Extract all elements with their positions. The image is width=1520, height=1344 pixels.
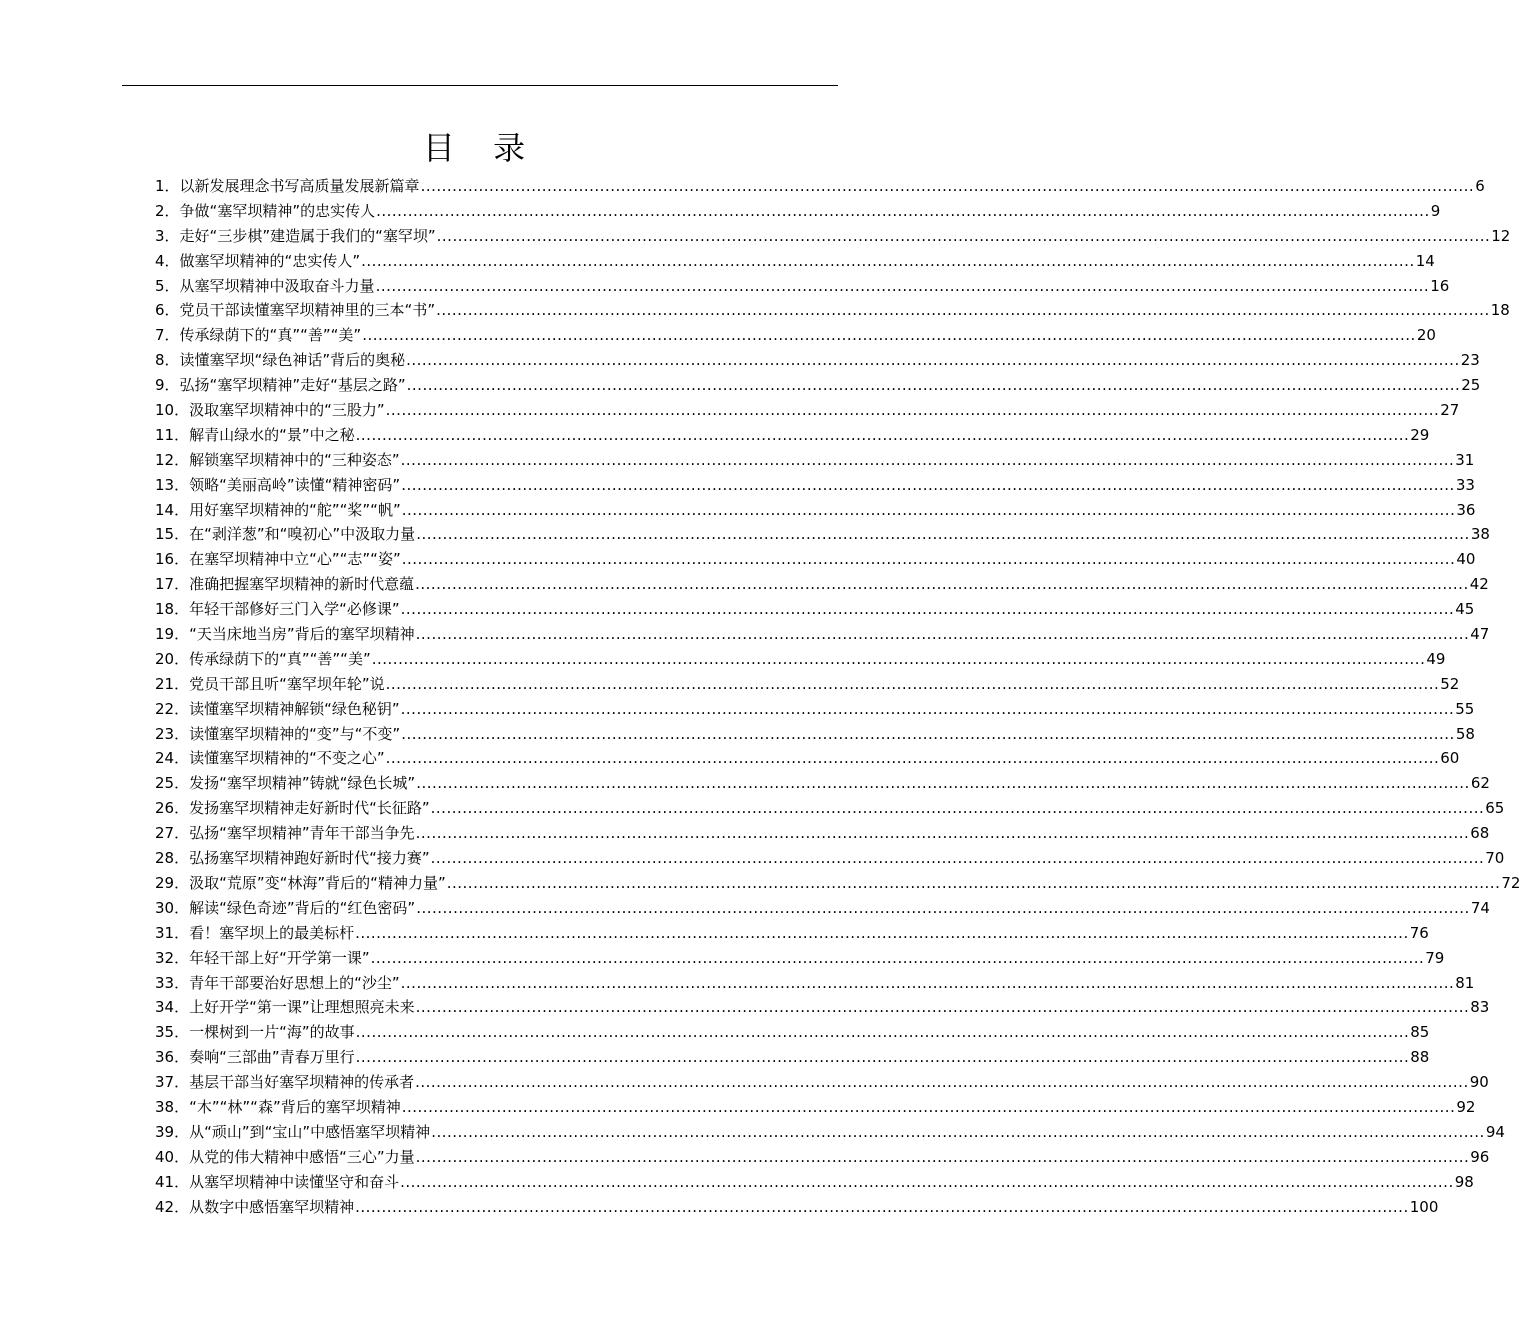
toc-entry[interactable] <box>155 1095 1476 1120</box>
toc-entry-title: 年轻干部上好“开学第一课” <box>189 948 370 967</box>
toc-dot-leader: ........................................................................................................................................................................................................ <box>400 973 1455 992</box>
toc-entry[interactable] <box>155 174 1485 199</box>
toc-entry[interactable] <box>155 323 1436 348</box>
toc-entry-title: 从“顽山”到“宝山”中感悟塞罕坝精神 <box>189 1122 431 1141</box>
toc-entry-title: 一棵树到一片“海”的故事 <box>189 1023 355 1042</box>
toc-entry-title: “天当床地当房”背后的塞罕坝精神 <box>189 625 415 644</box>
toc-entry-title: 传承绿荫下的“真”“善”“美” <box>179 326 362 345</box>
toc-entry-page-number: 55 <box>1455 699 1475 718</box>
toc-entry-title: 读懂塞罕坝精神的“不变之心” <box>189 749 385 768</box>
toc-entry[interactable] <box>155 622 1490 647</box>
toc-entry[interactable] <box>155 274 1450 299</box>
toc-dot-leader: ........................................................................................................................................................................................................ <box>401 500 1456 519</box>
toc-entry-title: 党员干部且听“塞罕坝年轮”说 <box>189 674 385 693</box>
toc-entry-title: 从塞罕坝精神中读懂坚守和奋斗 <box>189 1172 400 1191</box>
toc-entry[interactable] <box>155 547 1476 572</box>
toc-entry-page-number: 20 <box>1416 326 1436 345</box>
toc-entry-page-number: 9 <box>1430 201 1441 220</box>
toc-dot-leader: ........................................................................................................................................................................................................ <box>371 649 1426 668</box>
toc-entry-number: 1． <box>155 177 180 195</box>
toc-dot-leader: ........................................................................................................................................................................................................ <box>361 251 1415 270</box>
toc-dot-leader: ........................................................................................................................................................................................................ <box>355 923 1409 942</box>
toc-dot-leader: ........................................................................................................................................................................................................ <box>375 276 1430 295</box>
toc-entry-page-number: 72 <box>1501 873 1520 892</box>
toc-entry-number: 28． <box>155 849 190 868</box>
toc-entry[interactable] <box>155 971 1475 996</box>
toc-dot-leader: ........................................................................................................................................................................................................ <box>406 376 1461 395</box>
toc-entry-title: 弘扬“塞罕坝精神”青年干部当争先 <box>189 824 415 843</box>
toc-entry-title: 读懂塞罕坝精神的“变”与“不变” <box>189 724 401 743</box>
toc-dot-leader: ........................................................................................................................................................................................................ <box>355 1048 1410 1067</box>
toc-entry-page-number: 31 <box>1455 450 1475 469</box>
toc-entry-number: 24． <box>155 749 190 768</box>
toc-entry-number: 6． <box>155 301 180 320</box>
toc-entry[interactable] <box>155 298 1510 323</box>
toc-entry-title: 发扬“塞罕坝精神”铸就“绿色长城” <box>189 774 416 793</box>
toc-entry[interactable] <box>155 672 1460 697</box>
toc-dot-leader: ........................................................................................................................................................................................................ <box>370 948 1425 967</box>
toc-entry-number: 16． <box>155 550 190 569</box>
toc-entry-number: 34． <box>155 998 190 1017</box>
toc-entry-title: 年轻干部修好三门入学“必修课” <box>189 600 400 619</box>
toc-entry-title: 党员干部读懂塞罕坝精神里的三本“书” <box>179 301 436 320</box>
toc-entry-number: 14． <box>155 500 190 519</box>
toc-entry-number: 29． <box>155 873 190 892</box>
toc-dot-leader: ........................................................................................................................................................................................................ <box>415 575 1469 594</box>
toc-dot-leader: ........................................................................................................................................................................................................ <box>415 824 1470 843</box>
toc-entry-title: 用好塞罕坝精神的“舵”“桨”“帆” <box>189 500 401 519</box>
toc-dot-leader: ........................................................................................................................................................................................................ <box>400 450 1455 469</box>
toc-entry-page-number: 47 <box>1470 625 1490 644</box>
toc-entry[interactable] <box>155 249 1435 274</box>
toc-entry-title: 基层干部当好塞罕坝精神的传承者 <box>189 1073 415 1092</box>
toc-entry-title: 从数字中感悟塞罕坝精神 <box>189 1197 355 1216</box>
toc-entry-page-number: 92 <box>1456 1097 1476 1116</box>
toc-entry[interactable] <box>155 473 1475 498</box>
toc-entry-number: 5． <box>155 276 180 295</box>
toc-entry-number: 31． <box>155 923 190 942</box>
toc-entry-number: 4． <box>155 251 180 270</box>
toc-dot-leader: ........................................................................................................................................................................................................ <box>430 849 1485 868</box>
toc-entry[interactable] <box>155 796 1505 821</box>
toc-entry-page-number: 79 <box>1425 948 1445 967</box>
toc-entry-page-number: 29 <box>1410 425 1430 444</box>
toc-entry[interactable] <box>155 1045 1430 1070</box>
toc-dot-leader: ........................................................................................................................................................................................................ <box>436 301 1490 320</box>
toc-entry-number: 20． <box>155 649 190 668</box>
toc-entry-page-number: 65 <box>1485 799 1505 818</box>
toc-entry-page-number: 58 <box>1455 724 1475 743</box>
toc-entry-page-number: 96 <box>1470 1147 1490 1166</box>
toc-entry-title: 传承绿荫下的“真”“善”“美” <box>189 649 371 668</box>
toc-entry-title: 做塞罕坝精神的“忠实传人” <box>179 251 361 270</box>
toc-entry-number: 19． <box>155 625 190 644</box>
toc-entry-number: 13． <box>155 475 190 494</box>
toc-entry-number: 23． <box>155 724 190 743</box>
toc-dot-leader: ........................................................................................................................................................................................................ <box>355 1023 1410 1042</box>
toc-entry[interactable] <box>155 697 1475 722</box>
header-rule <box>122 85 838 86</box>
toc-entry-title: 领略“美丽高岭”读懂“精神密码” <box>189 475 401 494</box>
toc-entry-page-number: 83 <box>1470 998 1490 1017</box>
toc-entry-page-number: 62 <box>1470 774 1490 793</box>
toc-dot-leader: ........................................................................................................................................................................................................ <box>401 1097 1456 1116</box>
toc-entry-title: 走好“三步棋”建造属于我们的“塞罕坝” <box>179 226 436 245</box>
toc-entry-page-number: 16 <box>1430 276 1450 295</box>
toc-entry-title: 准确把握塞罕坝精神的新时代意蕴 <box>189 575 415 594</box>
toc-entry-title: 在“剥洋葱”和“嗅初心”中汲取力量 <box>189 525 416 544</box>
toc-entry[interactable] <box>155 647 1446 672</box>
toc-entry-number: 22． <box>155 699 190 718</box>
toc-entry-number: 18． <box>155 600 190 619</box>
toc-dot-leader: ........................................................................................................................................................................................................ <box>401 724 1455 743</box>
toc-dot-leader: ........................................................................................................................................................................................................ <box>385 749 1440 768</box>
page-title: 目 录 <box>422 129 540 167</box>
toc-dot-leader: ........................................................................................................................................................................................................ <box>401 550 1456 569</box>
toc-entry[interactable] <box>155 1145 1490 1170</box>
toc-dot-leader: ........................................................................................................................................................................................................ <box>415 998 1470 1017</box>
toc-entry-page-number: 18 <box>1490 301 1510 320</box>
toc-entry-title: 在塞罕坝精神中立“心”“志”“姿” <box>189 550 401 569</box>
toc-entry-page-number: 52 <box>1440 674 1460 693</box>
toc-dot-leader: ........................................................................................................................................................................................................ <box>362 326 1416 345</box>
toc-entry-page-number: 45 <box>1455 600 1475 619</box>
toc-entry-number: 11． <box>155 425 190 444</box>
toc-entry-page-number: 60 <box>1440 749 1460 768</box>
toc-entry-title: 弘扬“塞罕坝精神”走好“基层之路” <box>179 376 406 395</box>
toc-entry[interactable] <box>155 995 1490 1020</box>
toc-entry-number: 12． <box>155 450 190 469</box>
toc-dot-leader: ........................................................................................................................................................................................................ <box>400 699 1455 718</box>
toc-entry-title: 解青山绿水的“景”中之秘 <box>189 425 355 444</box>
toc-entry-number: 33． <box>155 973 190 992</box>
toc-dot-leader: ........................................................................................................................................................................................................ <box>446 873 1501 892</box>
toc-entry-title: 以新发展理念书写高质量发展新篇章 <box>179 177 420 195</box>
toc-entry-number: 41． <box>155 1172 190 1191</box>
toc-entry-page-number: 88 <box>1410 1048 1430 1067</box>
toc-entry-number: 39． <box>155 1122 190 1141</box>
toc-entry-number: 42． <box>155 1197 190 1216</box>
toc-entry-title: “木”“林”“森”背后的塞罕坝精神 <box>189 1097 401 1116</box>
toc-entry-number: 27． <box>155 824 190 843</box>
toc-dot-leader: ........................................................................................................................................................................................................ <box>400 1172 1454 1191</box>
toc-entry[interactable] <box>155 771 1490 796</box>
toc-dot-leader: ........................................................................................................................................................................................................ <box>355 1197 1409 1216</box>
toc-entry-page-number: 38 <box>1470 525 1490 544</box>
toc-dot-leader: ........................................................................................................................................................................................................ <box>436 226 1491 245</box>
toc-dot-leader: ........................................................................................................................................................................................................ <box>376 201 1430 220</box>
toc-entry-number: 26． <box>155 799 190 818</box>
toc-entry-title: 上好开学“第一课”让理想照亮未来 <box>189 998 415 1017</box>
toc-dot-leader: ........................................................................................................................................................................................................ <box>431 1122 1485 1141</box>
toc-entry-number: 2． <box>155 201 180 220</box>
toc-entry-page-number: 23 <box>1460 351 1480 370</box>
toc-entry-number: 17． <box>155 575 190 594</box>
toc-entry-page-number: 70 <box>1485 849 1505 868</box>
toc-entry-page-number: 100 <box>1409 1197 1439 1216</box>
toc-entry[interactable] <box>155 498 1476 523</box>
toc-entry-number: 8． <box>155 351 180 370</box>
toc-entry[interactable] <box>155 398 1460 423</box>
toc-entry-title: 汲取塞罕坝精神中的“三股力” <box>189 401 385 420</box>
toc-entry-page-number: 68 <box>1470 824 1490 843</box>
toc-dot-leader: ........................................................................................................................................................................................................ <box>401 475 1455 494</box>
toc-entry-title: 读懂塞罕坝精神解锁“绿色秘钥” <box>189 699 400 718</box>
toc-entry-page-number: 14 <box>1415 251 1435 270</box>
toc-entry-page-number: 98 <box>1454 1172 1474 1191</box>
toc-entry-number: 30． <box>155 898 190 917</box>
toc-entry-page-number: 49 <box>1426 649 1446 668</box>
toc-entry-title: 读懂塞罕坝“绿色神话”背后的奥秘 <box>179 351 406 370</box>
toc-entry-page-number: 90 <box>1469 1073 1489 1092</box>
toc-entry-page-number: 36 <box>1456 500 1476 519</box>
toc-dot-leader: ........................................................................................................................................................................................................ <box>385 674 1440 693</box>
toc-entry[interactable] <box>155 373 1481 398</box>
toc-entry-page-number: 81 <box>1455 973 1475 992</box>
toc-entry-number: 40． <box>155 1147 190 1166</box>
toc-entry[interactable] <box>155 846 1505 871</box>
toc-entry-number: 32． <box>155 948 190 967</box>
toc-entry[interactable] <box>155 921 1429 946</box>
toc-dot-leader: ........................................................................................................................................................................................................ <box>416 525 1470 544</box>
toc-dot-leader: ........................................................................................................................................................................................................ <box>416 774 1470 793</box>
toc-entry-page-number: 33 <box>1455 475 1475 494</box>
toc-entry-page-number: 74 <box>1470 898 1490 917</box>
toc-entry-page-number: 25 <box>1461 376 1481 395</box>
toc-entry-page-number: 6 <box>1475 177 1485 195</box>
toc-entry-page-number: 27 <box>1440 401 1460 420</box>
toc-entry-page-number: 85 <box>1410 1023 1430 1042</box>
toc-entry[interactable] <box>155 1020 1430 1045</box>
toc-entry-page-number: 12 <box>1491 226 1511 245</box>
toc-entry-page-number: 40 <box>1456 550 1476 569</box>
toc-entry[interactable] <box>155 871 1520 896</box>
toc-entry-number: 15． <box>155 525 190 544</box>
toc-entry-number: 38． <box>155 1097 190 1116</box>
toc-entry-title: 发扬塞罕坝精神走好新时代“长征路” <box>189 799 430 818</box>
toc-entry[interactable] <box>155 1120 1505 1145</box>
toc-dot-leader: ........................................................................................................................................................................................................ <box>415 625 1470 644</box>
toc-entry[interactable] <box>155 1195 1439 1220</box>
toc-entry-title: 青年干部要治好思想上的“沙尘” <box>189 973 400 992</box>
toc-entry-title: 解锁塞罕坝精神中的“三种姿态” <box>189 450 400 469</box>
toc-entry-title: 解读“绿色奇迹”背后的“红色密码” <box>189 898 416 917</box>
toc-dot-leader: ........................................................................................................................................................................................................ <box>415 1147 1470 1166</box>
toc-entry-number: 21． <box>155 674 190 693</box>
toc-entry-page-number: 42 <box>1469 575 1489 594</box>
toc-entry-number: 3． <box>155 226 180 245</box>
toc-entry-number: 35． <box>155 1023 190 1042</box>
toc-entry[interactable] <box>155 1170 1474 1195</box>
toc-dot-leader: ........................................................................................................................................................................................................ <box>420 177 1475 195</box>
toc-entry[interactable] <box>155 448 1475 473</box>
toc-entry[interactable] <box>155 597 1475 622</box>
toc-dot-leader: ........................................................................................................................................................................................................ <box>355 425 1410 444</box>
toc-entry[interactable] <box>155 821 1490 846</box>
table-of-contents <box>155 174 1520 1219</box>
toc-entry-number: 37． <box>155 1073 190 1092</box>
toc-dot-leader: ........................................................................................................................................................................................................ <box>406 351 1460 370</box>
toc-entry-number: 25． <box>155 774 190 793</box>
toc-entry[interactable] <box>155 522 1490 547</box>
toc-dot-leader: ........................................................................................................................................................................................................ <box>400 600 1455 619</box>
toc-entry[interactable] <box>155 896 1490 921</box>
toc-entry[interactable] <box>155 746 1460 771</box>
toc-entry[interactable] <box>155 423 1430 448</box>
toc-entry-page-number: 94 <box>1485 1122 1505 1141</box>
toc-entry[interactable] <box>155 722 1475 747</box>
toc-entry-number: 7． <box>155 326 180 345</box>
toc-entry-title: 从党的伟大精神中感悟“三心”力量 <box>189 1147 415 1166</box>
toc-entry-title: 奏响“三部曲”青春万里行 <box>189 1048 355 1067</box>
toc-dot-leader: ........................................................................................................................................................................................................ <box>415 1073 1469 1092</box>
toc-dot-leader: ........................................................................................................................................................................................................ <box>385 401 1440 420</box>
toc-entry[interactable] <box>155 946 1445 971</box>
toc-entry-title: 弘扬塞罕坝精神跑好新时代“接力赛” <box>189 849 430 868</box>
toc-entry-title: 汲取“荒原”变“林海”背后的“精神力量” <box>189 873 446 892</box>
toc-entry[interactable] <box>155 1070 1489 1095</box>
toc-entry-title: 看！塞罕坝上的最美标杆 <box>189 923 355 942</box>
toc-entry-page-number: 76 <box>1409 923 1429 942</box>
toc-entry-title: 争做“塞罕坝精神”的忠实传人 <box>179 201 376 220</box>
toc-entry[interactable] <box>155 572 1489 597</box>
toc-entry-title: 从塞罕坝精神中汲取奋斗力量 <box>179 276 375 295</box>
toc-entry-number: 36． <box>155 1048 190 1067</box>
toc-entry[interactable] <box>155 348 1480 373</box>
toc-entry-number: 9． <box>155 376 180 395</box>
toc-dot-leader: ........................................................................................................................................................................................................ <box>416 898 1470 917</box>
toc-entry-number: 10． <box>155 401 190 420</box>
toc-entry[interactable] <box>155 199 1441 224</box>
toc-entry[interactable] <box>155 224 1511 249</box>
toc-dot-leader: ........................................................................................................................................................................................................ <box>430 799 1485 818</box>
